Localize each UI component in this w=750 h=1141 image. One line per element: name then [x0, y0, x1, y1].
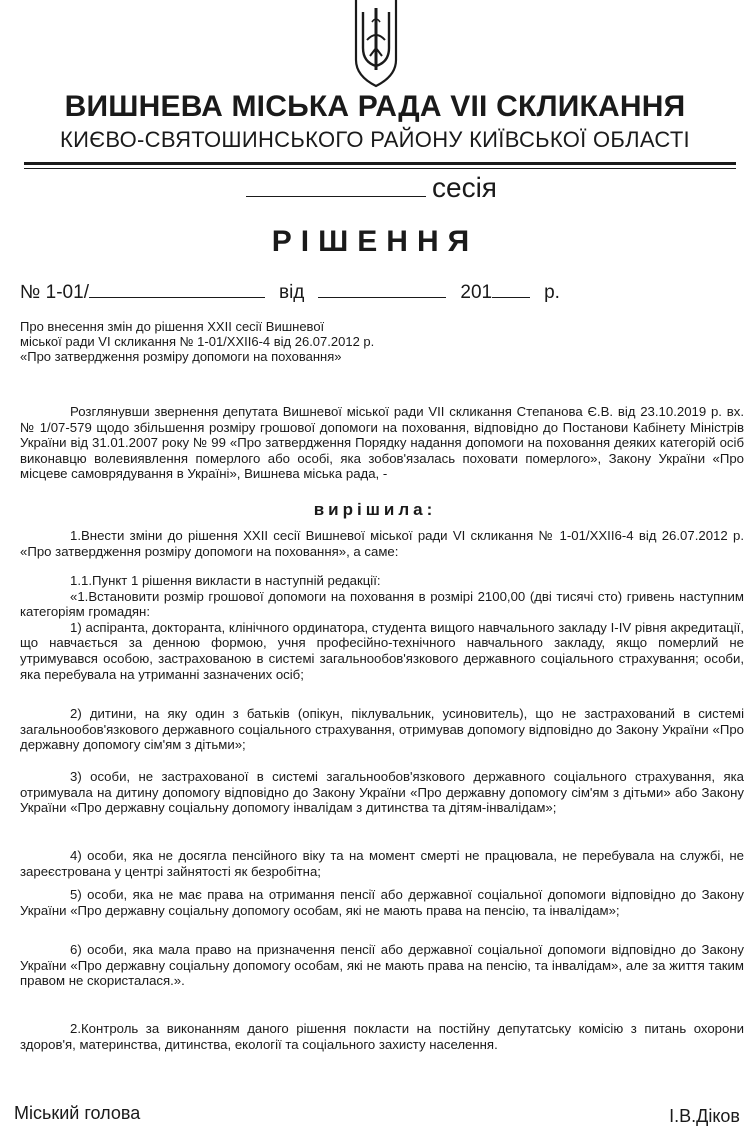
- item-1-1-title: 1.1.Пункт 1 рішення викласти в наступній редакції:: [70, 573, 381, 588]
- year-blank: [492, 297, 530, 298]
- category-6-block: [20, 942, 744, 989]
- category-6: 6) особи, яка мала право на призначення пенсії або державної соціальної допомоги відповідно до Закону України «Про державну соціальну допомогу особам, які не мають права на пенсію, та інвалідам», але за життя таким правом не скористалася.».: [20, 942, 744, 989]
- category-5: 5) особи, яка не має права на отримання пенсії або державної соціальної допомоги відповідно до Закону України «Про державну соціальну допомогу особам, які не мають права на пенсію, та інвалідам»;: [20, 887, 744, 918]
- from-label: від: [278, 282, 305, 303]
- preamble: [20, 404, 744, 482]
- category-4-block: [20, 848, 744, 879]
- item-1: [20, 528, 744, 559]
- session-label: сесія: [432, 172, 497, 203]
- decision-subject: [20, 319, 374, 364]
- subject-line: «Про затвердження розміру допомоги на поховання»: [20, 349, 342, 364]
- category-3-block: [20, 769, 744, 816]
- year-suffix: р.: [544, 282, 560, 303]
- header-rule-thick: [24, 162, 736, 165]
- preamble-text: Розглянувши звернення депутата Вишневої міської ради VII скликання Степанова Є.В. від 23.10.2019 р. вх. № 1/07-579 щодо збільшення розміру грошової допомоги на поховання, відповідно до Постанови Кабінету Міністрів України від 31.01.2007 року № 99 «Про затвердження Порядку надання допомоги на поховання деяких категорій осіб виконавцю волевиявлення померлого або особі, яка зобов'язалась поховати померлого», Закону України «Про місцеве самоврядування в Україні», Вишнева міська рада, -: [20, 404, 744, 482]
- category-4: 4) особи, яка не досягла пенсійного віку та на момент смерті не працювала, не перебувала на службі, не зареєстрована у центрі зайнятості як безробітна;: [20, 848, 744, 879]
- subject-line: міської ради VI скликання № 1-01/XXII6-4 від 26.07.2012 р.: [20, 334, 375, 349]
- item-1-1-body: «1.Встановити розмір грошової допомоги на поховання в розмірі 2100,00 (дві тисячі сто) гривень наступним категоріям громадян:: [20, 588, 744, 620]
- header-rule-thin: [24, 168, 736, 169]
- session-line: [246, 172, 497, 204]
- year-prefix: 201: [460, 282, 493, 303]
- signer-name: І.В.Діков: [669, 1106, 740, 1126]
- category-5-block: [20, 887, 744, 918]
- decided-heading: вирішила:: [313, 500, 437, 519]
- subject-line: Про внесення змін до рішення XXII сесії Вишневої: [20, 319, 325, 334]
- decision-title: РІШЕННЯ: [271, 225, 479, 258]
- council-subtitle: КИЄВО-СВЯТОШИНСЬКОГО РАЙОНУ КИЇВСЬКОЇ ОБЛАСТІ: [60, 127, 690, 152]
- date-blank: [318, 297, 446, 298]
- number-blank: [89, 297, 265, 298]
- item-2: [20, 1021, 744, 1052]
- item-1-text: 1.Внести зміни до рішення XXII сесії Вишневої міської ради VI скликання № 1-01/XXII6-4 від 26.07.2012 р. «Про затвердження розміру допомоги на поховання», а саме:: [20, 528, 744, 559]
- category-2: 2) дитини, на яку один з батьків (опікун, піклувальник, усиновитель), що не застрахований в системі загальнообов'язкового державного соціального страхування, отримував допомогу відповідно до Закону України «Про державну допомогу сім'ям з дітьми»;: [20, 706, 744, 753]
- category-1: 1) аспіранта, докторанта, клінічного ординатора, студента вищого навчального закладу I-IV рівня акредитації, що навчається за денною формою, учня професійно-технічного навчального закладу, якщо померлий не утримувався особою, застрахованою в системі загальнообов'язкового державного соціального страхування; особи, яка перебувала на утриманні зазначених осіб;: [20, 619, 744, 682]
- category-3: 3) особи, не застрахованої в системі загальнообов'язкового державного соціального страхування, яка отримувала на дитину допомогу відповідно до Закону України «Про державну допомогу сім'ям з дітьми» або Закону України «Про державну соціальну допомогу інвалідам з дитинства та дітям-інвалідам»;: [20, 769, 744, 816]
- decision-number-line: [20, 282, 560, 304]
- council-title: ВИШНЕВА МІСЬКА РАДА VII СКЛИКАННЯ: [64, 90, 686, 123]
- number-prefix: № 1-01/: [20, 282, 89, 303]
- category-2-block: [20, 706, 744, 753]
- session-number-blank: [246, 196, 426, 197]
- item-1-1: [20, 573, 744, 682]
- item-2-text: 2.Контроль за виконанням даного рішення покласти на постійну депутатську комісію з питань охорони здоров'я, материнства, дитинства, екології та соціального захисту населення.: [20, 1021, 744, 1052]
- signer-role: Міський голова: [14, 1103, 141, 1123]
- trident-emblem-icon: [350, 0, 402, 88]
